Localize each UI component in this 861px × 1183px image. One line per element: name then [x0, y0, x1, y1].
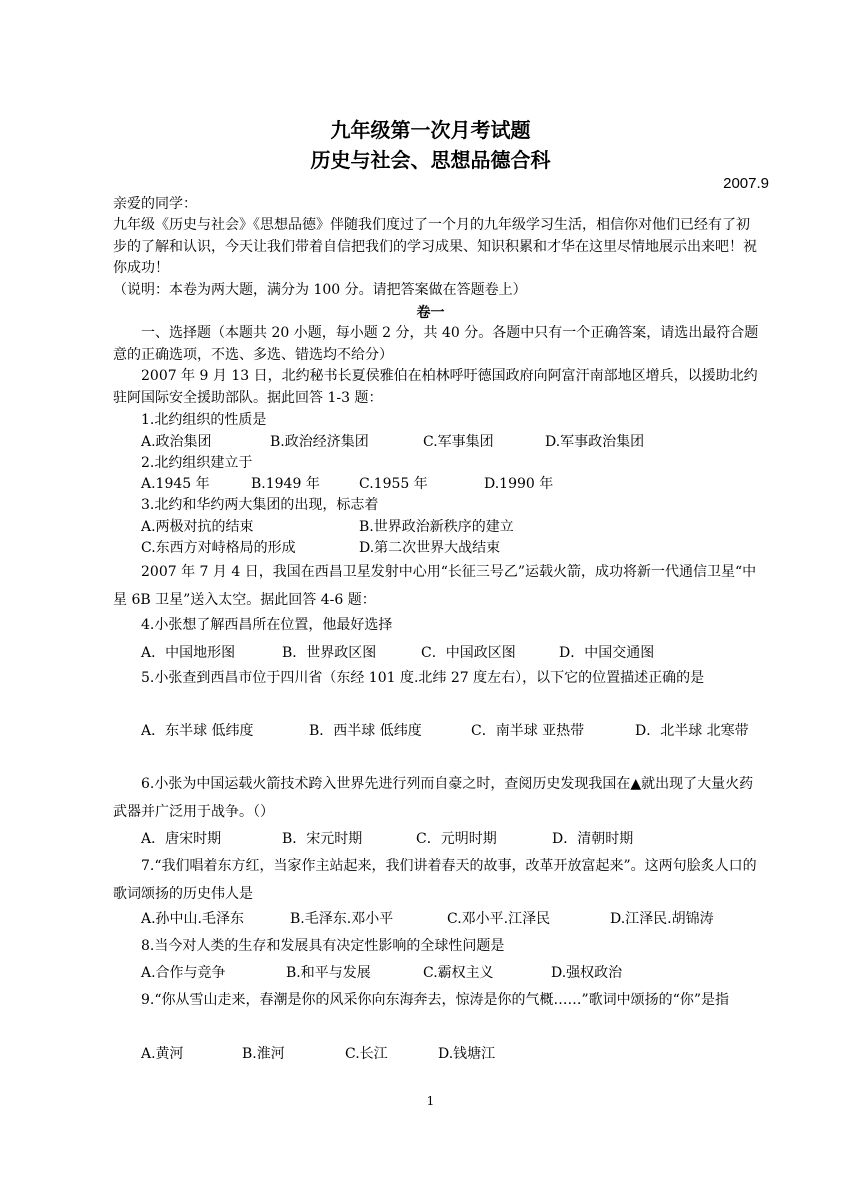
question-stem: 9.“你从雪山走来，春潮是你的风采你向东海奔去，惊涛是你的气概……”歌词中颂扬的“你”是指 [141, 992, 729, 1008]
option: C.东西方对峙格局的形成 [141, 540, 296, 556]
exam-subtitle: 历史与社会、思想品德合科 [310, 148, 551, 172]
option: C.邓小平.江泽民 [447, 911, 551, 927]
passage-2: 2007 年 7 月 4 日，我国在西昌卫星发射中心用“长征三号乙”运载火箭，成功将新一代通信卫星“中星 6B 卫星”送入太空。据此回答 4-6 题： [113, 564, 757, 608]
option: D．中国交通图 [559, 645, 655, 661]
question-stem: 6.小张为中国运载火箭技术跨入世界先进行列而自豪之时，查阅历史发现我国在▲就出现了大量火药武器并广泛用于战争。（） [113, 776, 754, 820]
passage-1: 2007 年 9 月 13 日，北约秘书长夏侯雅伯在柏林呼吁德国政府向阿富汗南部地区增兵，以援助北约驻阿国际安全援助部队。据此回答 1-3 题： [113, 368, 758, 406]
question-stem: 2.北约组织建立于 [141, 455, 253, 471]
option: B．西半球 低纬度 [309, 723, 422, 739]
option: A.1945 年 [141, 476, 210, 492]
option: C.军事集团 [423, 434, 494, 450]
option: A．东半球 低纬度 [141, 723, 254, 739]
option: A．唐宋时期 [141, 831, 222, 847]
option: C.霸权主义 [423, 965, 494, 981]
option: A.孙中山.毛泽东 [141, 911, 245, 927]
question-stem: 7.“我们唱着东方红，当家作主站起来，我们讲着春天的故事，改革开放富起来”。这两句脍炙人口的歌词颂扬的历史伟人是 [113, 858, 757, 902]
option: D．北半球 北寒带 [635, 723, 749, 739]
option: D.江泽民.胡锦涛 [610, 911, 714, 927]
question-stem: 4.小张想了解西昌所在位置，他最好选择 [141, 617, 393, 633]
question-stem: 3.北约和华约两大集团的出现，标志着 [141, 497, 379, 513]
question-stem: 8.当今对人类的生存和发展具有决定性影响的全球性问题是 [141, 938, 505, 954]
option: A.合作与竞争 [141, 965, 226, 981]
page-number: 1 [426, 1094, 435, 1108]
option: C．元明时期 [416, 831, 497, 847]
option: B.世界政治新秩序的建立 [359, 519, 514, 535]
option: A.两极对抗的结束 [141, 519, 254, 535]
option: D.军事政治集团 [545, 434, 645, 450]
option: B.毛泽东.邓小平 [290, 911, 394, 927]
option: B.淮河 [242, 1046, 285, 1062]
option: D.钱塘江 [438, 1046, 496, 1062]
option: D.第二次世界大战结束 [359, 540, 501, 556]
exam-note: （说明：本卷为两大题，满分为 100 分。请把答案做在答题卷上） [113, 282, 527, 298]
option: B.和平与发展 [286, 965, 371, 981]
intro-paragraph: 九年级《历史与社会》《思想品德》伴随我们度过了一个月的九年级学习生活，相信你对他们已经有了初步的了解和认识，今天让我们带着自信把我们的学习成果、知识积累和才华在这里尽情地展示出来吧！祝你成功！ [113, 217, 757, 277]
question-stem: 1.北约组织的性质是 [141, 412, 267, 428]
exam-date: 2007.9 [723, 175, 769, 192]
option: D.强权政治 [551, 965, 623, 981]
option: B.1949 年 [251, 476, 320, 492]
section-heading: 卷一 [416, 305, 445, 321]
greeting: 亲爱的同学： [113, 196, 197, 212]
option: A.政治集团 [141, 434, 212, 450]
option: C．中国政区图 [421, 645, 516, 661]
option: B．世界政区图 [282, 645, 377, 661]
option: A．中国地形图 [141, 645, 236, 661]
option: C．南半球 亚热带 [471, 723, 585, 739]
option: B.政治经济集团 [270, 434, 369, 450]
section-instructions: 一、选择题（本题共 20 小题，每小题 2 分，共 40 分。各题中只有一个正确答案，请选出最符合题意的正确选项，不选、多选、错选均不给分） [113, 325, 759, 363]
question-stem: 5.小张查到西昌市位于四川省（东经 101 度.北纬 27 度左右），以下它的位置描述正确的是 [141, 670, 705, 686]
option: A.黄河 [141, 1046, 184, 1062]
exam-title: 九年级第一次月考试题 [330, 118, 531, 142]
option: D.1990 年 [484, 476, 554, 492]
option: B．宋元时期 [282, 831, 363, 847]
option: D．清朝时期 [552, 831, 634, 847]
option: C.长江 [345, 1046, 388, 1062]
option: C.1955 年 [359, 476, 428, 492]
